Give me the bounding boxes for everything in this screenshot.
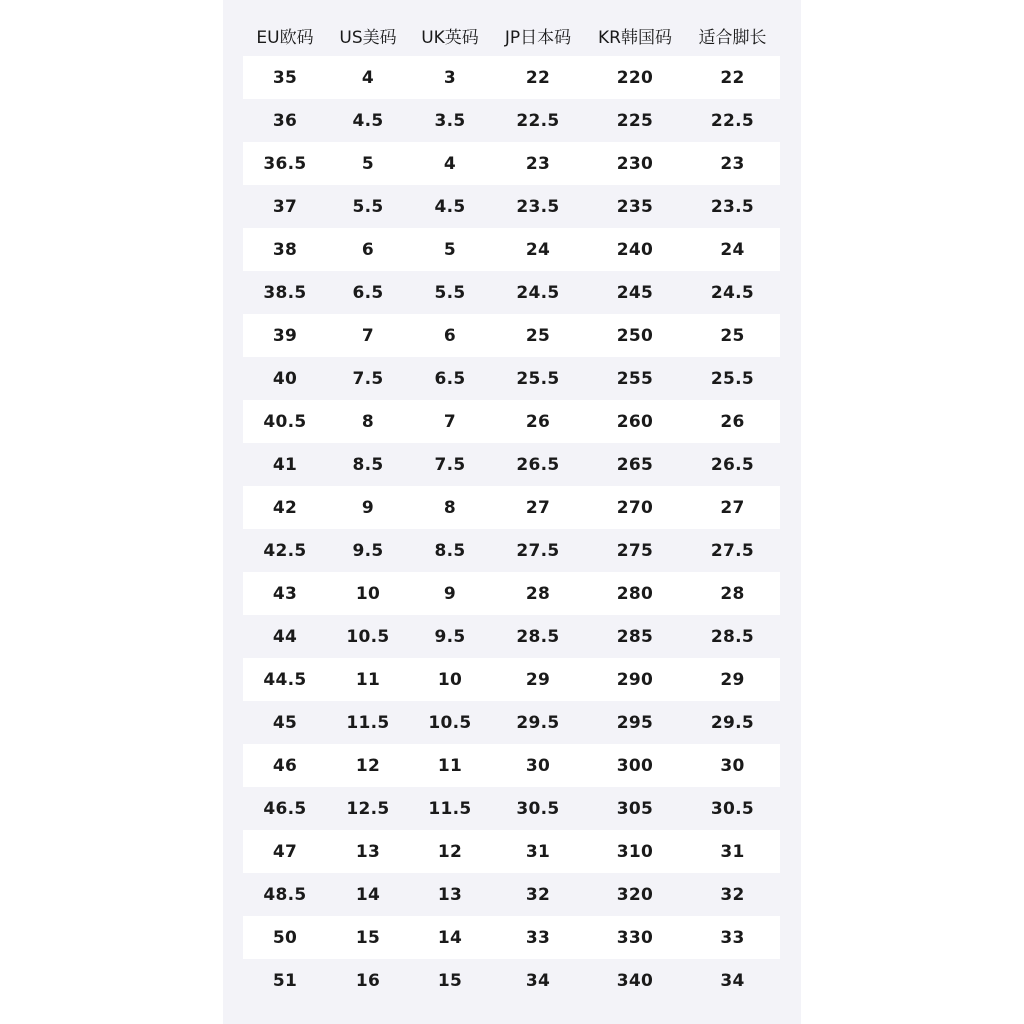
cell-eu: 38 <box>272 239 298 260</box>
cell-kr: 280 <box>616 583 654 604</box>
table-row <box>243 486 780 529</box>
table-row <box>243 744 780 787</box>
cell-eu: 47 <box>272 841 298 862</box>
table-row <box>243 314 780 357</box>
cell-kr: 320 <box>616 884 654 905</box>
cell-jp: 34 <box>525 970 551 991</box>
cell-uk: 9 <box>443 583 457 604</box>
cell-eu: 40 <box>272 368 298 389</box>
cell-eu: 36 <box>272 110 298 131</box>
table-body <box>243 56 780 1002</box>
cell-jp: 26 <box>525 411 551 432</box>
cell-us: 14 <box>355 884 381 905</box>
table-row <box>243 873 780 916</box>
table-row <box>243 142 780 185</box>
cell-jp: 23 <box>525 153 551 174</box>
cell-uk: 10.5 <box>428 712 472 733</box>
cell-foot-length: 34 <box>720 970 745 991</box>
cell-eu: 35 <box>272 67 298 88</box>
cell-uk: 5 <box>443 239 457 260</box>
cell-foot-length: 25 <box>720 325 745 346</box>
cell-uk: 8.5 <box>434 540 466 561</box>
cell-kr: 265 <box>616 454 654 475</box>
cell-jp: 25.5 <box>516 368 560 389</box>
cell-uk: 7 <box>443 411 457 432</box>
cell-us: 12 <box>355 755 381 776</box>
cell-uk: 6 <box>443 325 457 346</box>
cell-jp: 29 <box>525 669 551 690</box>
cell-foot-length: 26 <box>720 411 745 432</box>
cell-uk: 15 <box>437 970 463 991</box>
cell-uk: 5.5 <box>434 282 466 303</box>
header-us: US美码 <box>339 27 397 48</box>
cell-eu: 51 <box>272 970 298 991</box>
cell-us: 6.5 <box>352 282 384 303</box>
cell-us: 8.5 <box>352 454 384 475</box>
cell-kr: 230 <box>616 153 654 174</box>
cell-kr: 275 <box>616 540 654 561</box>
header-uk: UK英码 <box>421 27 479 48</box>
cell-eu: 39 <box>272 325 298 346</box>
cell-us: 9.5 <box>352 540 384 561</box>
table-row <box>243 572 780 615</box>
header-jp: JP日本码 <box>504 27 572 48</box>
cell-us: 10.5 <box>346 626 390 647</box>
cell-uk: 4.5 <box>434 196 466 217</box>
cell-eu: 38.5 <box>263 282 307 303</box>
size-chart-table <box>243 14 780 1002</box>
cell-foot-length: 25.5 <box>710 368 755 389</box>
cell-kr: 260 <box>616 411 654 432</box>
cell-foot-length: 23 <box>720 153 745 174</box>
cell-eu: 42 <box>272 497 298 518</box>
cell-kr: 245 <box>616 282 654 303</box>
cell-eu: 44.5 <box>263 669 307 690</box>
cell-jp: 25 <box>525 325 551 346</box>
cell-foot-length: 30.5 <box>710 798 755 819</box>
cell-jp: 24.5 <box>516 282 560 303</box>
table-row <box>243 615 780 658</box>
cell-us: 8 <box>361 411 375 432</box>
table-row <box>243 529 780 572</box>
cell-eu: 46 <box>272 755 298 776</box>
cell-jp: 27 <box>525 497 551 518</box>
cell-jp: 26.5 <box>516 454 560 475</box>
cell-uk: 10 <box>437 669 463 690</box>
cell-foot-length: 28 <box>720 583 745 604</box>
cell-us: 9 <box>361 497 375 518</box>
cell-us: 4 <box>361 67 375 88</box>
cell-foot-length: 24.5 <box>710 282 755 303</box>
cell-jp: 28.5 <box>516 626 560 647</box>
cell-uk: 7.5 <box>434 454 466 475</box>
table-row <box>243 400 780 443</box>
cell-jp: 28 <box>525 583 551 604</box>
cell-jp: 24 <box>525 239 551 260</box>
cell-uk: 12 <box>437 841 463 862</box>
cell-us: 11.5 <box>346 712 390 733</box>
cell-foot-length: 22.5 <box>710 110 755 131</box>
cell-eu: 50 <box>272 927 298 948</box>
table-row <box>243 228 780 271</box>
cell-eu: 37 <box>272 196 298 217</box>
table-row <box>243 271 780 314</box>
cell-foot-length: 29 <box>720 669 745 690</box>
cell-eu: 44 <box>272 626 298 647</box>
cell-kr: 290 <box>616 669 654 690</box>
cell-eu: 45 <box>272 712 298 733</box>
cell-us: 7.5 <box>352 368 384 389</box>
cell-uk: 13 <box>437 884 463 905</box>
table-row <box>243 185 780 228</box>
table-row <box>243 56 780 99</box>
cell-foot-length: 31 <box>720 841 745 862</box>
table-row <box>243 701 780 744</box>
cell-foot-length: 22 <box>720 67 745 88</box>
cell-eu: 36.5 <box>263 153 307 174</box>
cell-us: 5.5 <box>352 196 384 217</box>
cell-us: 13 <box>355 841 381 862</box>
cell-us: 16 <box>355 970 381 991</box>
table-row <box>243 959 780 1002</box>
header-kr: KR韩国码 <box>598 27 672 48</box>
cell-us: 4.5 <box>352 110 384 131</box>
cell-jp: 22 <box>525 67 551 88</box>
header-eu: EU欧码 <box>256 27 314 48</box>
cell-jp: 33 <box>525 927 551 948</box>
cell-us: 15 <box>355 927 381 948</box>
cell-kr: 295 <box>616 712 654 733</box>
table-row <box>243 830 780 873</box>
cell-foot-length: 24 <box>720 239 745 260</box>
cell-kr: 255 <box>616 368 654 389</box>
table-row <box>243 787 780 830</box>
cell-uk: 14 <box>437 927 463 948</box>
cell-foot-length: 26.5 <box>710 454 755 475</box>
cell-kr: 270 <box>616 497 654 518</box>
cell-uk: 11.5 <box>428 798 472 819</box>
cell-us: 6 <box>361 239 375 260</box>
cell-kr: 225 <box>616 110 654 131</box>
cell-us: 7 <box>361 325 375 346</box>
cell-uk: 6.5 <box>434 368 466 389</box>
cell-eu: 48.5 <box>263 884 307 905</box>
table-row <box>243 916 780 959</box>
cell-us: 5 <box>361 153 375 174</box>
cell-foot-length: 27 <box>720 497 745 518</box>
cell-kr: 285 <box>616 626 654 647</box>
cell-foot-length: 23.5 <box>710 196 755 217</box>
cell-kr: 250 <box>616 325 654 346</box>
cell-jp: 27.5 <box>516 540 560 561</box>
cell-jp: 22.5 <box>516 110 560 131</box>
cell-uk: 8 <box>443 497 457 518</box>
cell-foot-length: 27.5 <box>710 540 755 561</box>
cell-kr: 340 <box>616 970 654 991</box>
cell-eu: 41 <box>272 454 298 475</box>
cell-us: 12.5 <box>346 798 390 819</box>
cell-eu: 42.5 <box>263 540 307 561</box>
cell-eu: 43 <box>272 583 298 604</box>
cell-kr: 235 <box>616 196 654 217</box>
cell-foot-length: 32 <box>720 884 745 905</box>
cell-jp: 30 <box>525 755 551 776</box>
cell-kr: 220 <box>616 67 654 88</box>
cell-jp: 23.5 <box>516 196 560 217</box>
header-foot-length: 适合脚长 <box>698 27 767 48</box>
table-row <box>243 99 780 142</box>
table-row <box>243 658 780 701</box>
cell-kr: 305 <box>616 798 654 819</box>
table-header-row <box>243 14 780 56</box>
cell-uk: 9.5 <box>434 626 466 647</box>
cell-foot-length: 29.5 <box>710 712 755 733</box>
cell-kr: 310 <box>616 841 654 862</box>
cell-jp: 31 <box>525 841 551 862</box>
cell-jp: 32 <box>525 884 551 905</box>
cell-us: 10 <box>355 583 381 604</box>
cell-kr: 330 <box>616 927 654 948</box>
cell-kr: 300 <box>616 755 654 776</box>
cell-uk: 4 <box>443 153 457 174</box>
cell-jp: 29.5 <box>516 712 560 733</box>
table-row <box>243 443 780 486</box>
cell-kr: 240 <box>616 239 654 260</box>
cell-eu: 40.5 <box>263 411 307 432</box>
cell-uk: 11 <box>437 755 463 776</box>
cell-foot-length: 33 <box>720 927 745 948</box>
cell-foot-length: 28.5 <box>710 626 755 647</box>
cell-foot-length: 30 <box>720 755 745 776</box>
cell-us: 11 <box>355 669 381 690</box>
table-row <box>243 357 780 400</box>
cell-uk: 3.5 <box>434 110 466 131</box>
cell-eu: 46.5 <box>263 798 307 819</box>
cell-jp: 30.5 <box>516 798 560 819</box>
cell-uk: 3 <box>443 67 457 88</box>
